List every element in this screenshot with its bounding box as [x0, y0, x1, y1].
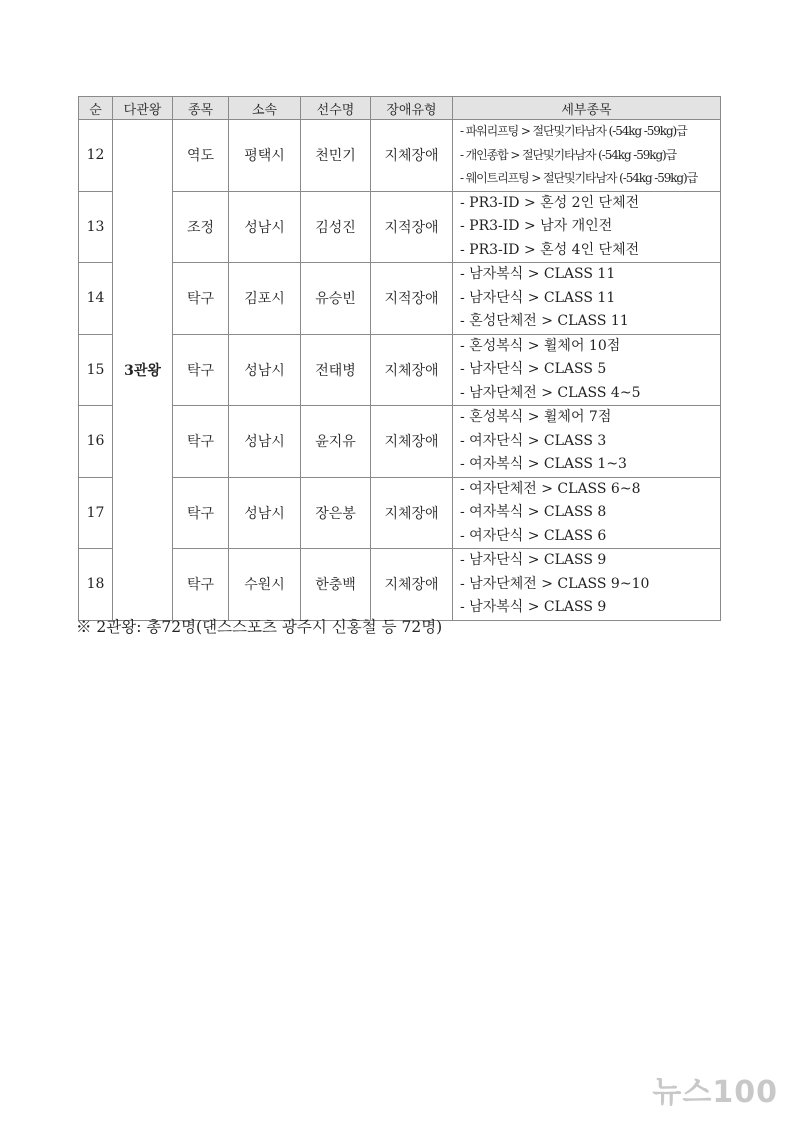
detail-line: - PR3-ID > 혼성 2인 단체전	[460, 194, 640, 211]
detail-line: - 남자복식 > CLASS 11	[460, 266, 616, 282]
detail-line: - 남자단식 > CLASS 11	[460, 289, 616, 306]
row-detail	[453, 477, 721, 549]
row-sport: 역도	[173, 120, 229, 192]
medal-table	[78, 96, 721, 621]
row-affiliation: 김포시	[229, 263, 301, 335]
detail-line: - 파워리프팅 > 절단및기타남자 (-54kg -59kg)급	[460, 124, 687, 138]
detail-line: - 남자단식 > CLASS 5	[460, 361, 607, 377]
row-affiliation: 수원시	[229, 549, 301, 621]
table-row	[79, 406, 721, 478]
table-row	[79, 549, 721, 621]
row-affiliation: 평택시	[229, 120, 301, 192]
table-row	[79, 334, 721, 406]
detail-line: - 여자단체전 > CLASS 6~8	[460, 480, 641, 497]
watermark-logo: 뉴스100	[652, 1075, 778, 1110]
row-athlete: 한충백	[301, 549, 371, 621]
detail-line: - 여자단식 > CLASS 3	[460, 432, 607, 449]
row-disability: 지체장애	[371, 477, 453, 549]
detail-line: - 남자복식 > CLASS 9	[460, 599, 607, 615]
detail-line: - 개인종합 > 절단및기타남자 (-54kg -59kg)급	[460, 147, 677, 162]
row-no: 13	[79, 191, 113, 263]
row-athlete: 유승빈	[301, 263, 371, 335]
table-row	[79, 477, 721, 549]
table-header-row	[79, 97, 721, 120]
row-no: 14	[79, 263, 113, 335]
row-detail	[453, 334, 721, 406]
row-no: 17	[79, 477, 113, 549]
table-row	[79, 120, 721, 192]
row-sport: 조정	[173, 191, 229, 263]
row-sport: 탁구	[173, 549, 229, 621]
header-no: 순	[79, 97, 113, 120]
row-disability: 지체장애	[371, 406, 453, 478]
row-disability: 지체장애	[371, 334, 453, 406]
footnote: ※ 2관왕: 총72명(댄스스포츠 광주시 신홍철 등 72명)	[76, 618, 443, 636]
row-detail	[453, 120, 721, 192]
row-detail	[453, 263, 721, 335]
detail-line: - 여자복식 > CLASS 8	[460, 504, 607, 520]
header-multi: 다관왕	[113, 97, 173, 120]
row-detail	[453, 406, 721, 478]
row-sport: 탁구	[173, 406, 229, 478]
detail-line: - 혼성복식 > 휠체어 10점	[460, 337, 621, 354]
row-disability: 지적장애	[371, 263, 453, 335]
detail-line: - 여자복식 > CLASS 1~3	[460, 456, 627, 472]
row-athlete: 장은봉	[301, 477, 371, 549]
row-disability: 지적장애	[371, 191, 453, 263]
row-disability: 지체장애	[371, 120, 453, 192]
detail-line: - 남자단체전 > CLASS 9~10	[460, 575, 650, 592]
row-detail	[453, 549, 721, 621]
detail-line: - PR3-ID > 남자 개인전	[460, 218, 613, 234]
detail-line: - 남자단체전 > CLASS 4~5	[460, 384, 641, 401]
row-sport: 탁구	[173, 477, 229, 549]
row-sport: 탁구	[173, 263, 229, 335]
row-no: 15	[79, 334, 113, 406]
row-affiliation: 성남시	[229, 334, 301, 406]
row-athlete: 전태병	[301, 334, 371, 406]
header-disability: 장애유형	[371, 97, 453, 120]
detail-line: - 웨이트리프팅 > 절단및기타남자 (-54kg -59kg)급	[460, 171, 698, 185]
detail-line: - 여자단식 > CLASS 6	[460, 527, 607, 544]
table-row	[79, 263, 721, 335]
table-row	[79, 191, 721, 263]
row-no: 18	[79, 549, 113, 621]
row-sport: 탁구	[173, 334, 229, 406]
multi-medal-cell: 3관왕	[113, 120, 173, 621]
row-no: 12	[79, 120, 113, 192]
header-sport: 종목	[173, 97, 229, 120]
row-affiliation: 성남시	[229, 406, 301, 478]
detail-line: - 혼성복식 > 휠체어 7점	[460, 409, 612, 425]
header-affiliation: 소속	[229, 97, 301, 120]
row-disability: 지체장애	[371, 549, 453, 621]
detail-line: - 혼성단체전 > CLASS 11	[460, 313, 629, 329]
row-detail	[453, 191, 721, 263]
detail-line: - 남자단식 > CLASS 9	[460, 552, 607, 568]
row-athlete: 윤지유	[301, 406, 371, 478]
row-no: 16	[79, 406, 113, 478]
row-athlete: 천민기	[301, 120, 371, 192]
row-affiliation: 성남시	[229, 477, 301, 549]
detail-line: - PR3-ID > 혼성 4인 단체전	[460, 241, 640, 258]
header-detail: 세부종목	[453, 97, 721, 120]
row-affiliation: 성남시	[229, 191, 301, 263]
row-athlete: 김성진	[301, 191, 371, 263]
header-athlete: 선수명	[301, 97, 371, 120]
